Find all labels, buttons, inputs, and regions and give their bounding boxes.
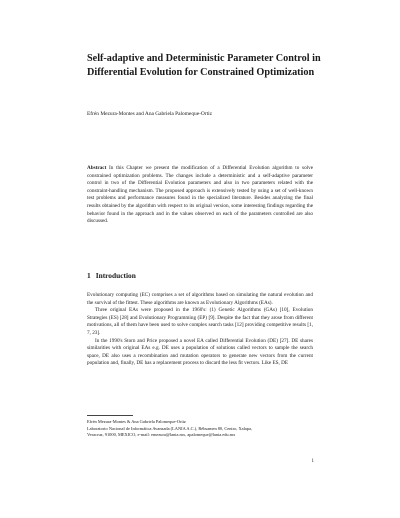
page-number: 1	[311, 459, 314, 464]
abstract	[87, 165, 313, 226]
body-text	[87, 292, 313, 368]
abstract-label: Abstract	[87, 165, 107, 171]
paragraph: Evolutionary computing (EC) comprises a set of algorithms based on simulating the natural evolution and the survival of the fittest. These algorithms are known as Evolutionary Algorithms (EAs).	[87, 292, 313, 306]
abstract-text: In this Chapter we present the modification of a Differential Evolution algorithm to solve constrained optimization problems. The changes include a deterministic and a self-adaptive parameter control in two of the Differential Evolution parameters and also in two parameters related with the constraint-handling mechanism. The proposed approach is extensively tested by using a set of well-known test problems and performance measures found in the specialized literature. Besides analyzing the final results obtained by the algorithm with respect to its original version, some interesting findings regarding the behavior found in the approach and in the values observed on each of the parameters controlled are also discussed.	[87, 165, 314, 225]
section-number: 1	[87, 271, 91, 280]
footnote-affiliation: Laboratorio Nacional de Informática Avanzada (LANIA A.C.), Rébsamen 80, Centro, Xalapa,	[87, 425, 252, 431]
paragraph: Three original EAs were proposed in the 1960's: (1) Genetic Algorithms (GAs) [10], Evolution Strategies (ES) [28] and Evolutionary Programming (EP) [9]. Despite the fact that they arose from different motivations, all of them have been used to solve complex search tasks [12] providing competitive results [1, 7, 23].	[87, 307, 313, 336]
footnote-divider	[87, 415, 133, 416]
footnote-contact: Veracruz, 91000, MEXICO, e-mail: emezura@lania.mx, apalomeque@lania.edu.mx	[87, 432, 236, 438]
section-heading	[87, 271, 313, 281]
footnote	[87, 419, 313, 439]
author-list: Efrén Mezura-Montes and Ana Gabriela Palomeque-Ortiz	[87, 111, 212, 117]
footnote-authors: Efrén Mezura-Montes & Ana Gabriela Palomeque-Ortiz	[87, 419, 186, 424]
paragraph: In the 1990's Storn and Price proposed a novel EA called Differential Evolution (DE) [27]. DE shares similarities with original EAs e.g. DE uses a population of solutions called vectors to sample the search space, DE also uses a recombination and mutation operators to generate new vectors from the current population and, finally, DE has a replacement process to discard the less fit vectors. Like ES, DE	[87, 337, 313, 367]
section-title: Introduction	[95, 271, 136, 280]
paper-title: Self-adaptive and Deterministic Parameter Control in Differential Evolution for Constrained Optimization	[87, 53, 321, 78]
